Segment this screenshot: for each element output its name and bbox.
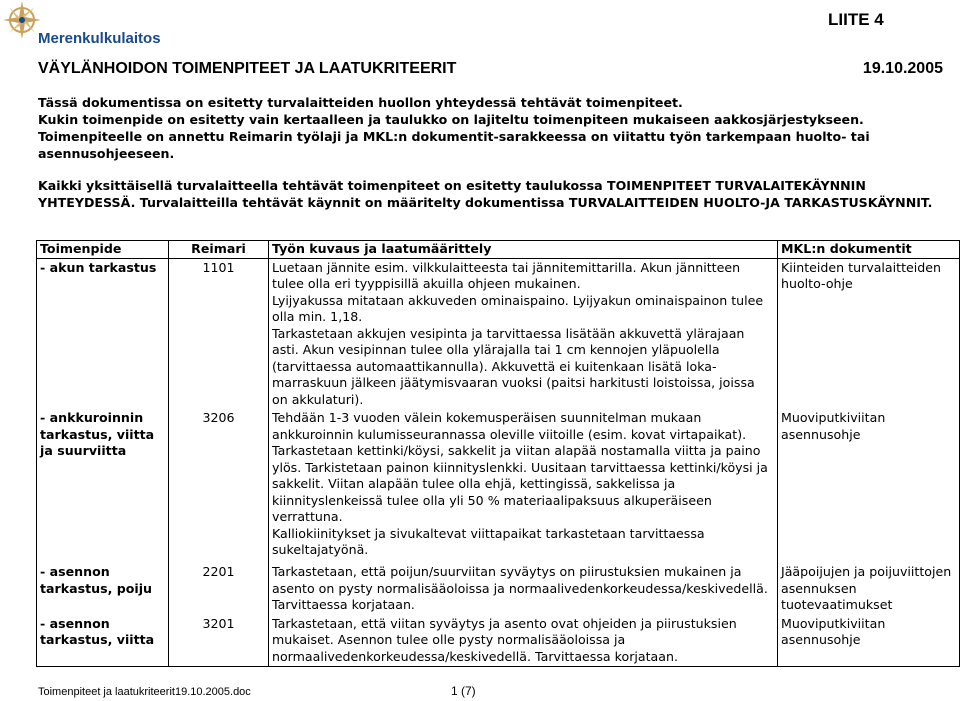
description-cell — [269, 615, 778, 667]
document-date: 19.10.2005 — [862, 60, 943, 77]
document-title: VÄYLÄNHOIDON TOIMENPITEET JA LAATUKRITEERIT — [38, 60, 457, 77]
measure-cell — [37, 563, 169, 615]
document-cell — [778, 563, 960, 615]
description-paragraph: Tarkastetaan, että viitan syväytys ja asento ovat ohjeiden ja piirustuksien mukaiset. Asennon tulee olle pysty normalisääoloissa ja normaalivedenkorkeudessa/keskivedellä. Tarvittaessa korjataan. — [272, 615, 737, 664]
logo — [0, 0, 161, 52]
col-header-reimari: Reimari — [169, 241, 269, 259]
col-header-measure: Toimenpide — [37, 241, 169, 259]
measure-name: - asennon — [40, 615, 110, 631]
table-row — [37, 409, 960, 563]
document-cell — [778, 615, 960, 667]
measure-name: - asennon — [40, 564, 110, 579]
description-paragraph: Tarkastetaan kettinki/köysi, sakkelit ja viitan alapää nostamalla viitta ja paino ylös. Tarkistetaan painon kiinnityslenkki. Uusitaan tarvittaessa kettinki/köysi ja sakkelit. Viitan alapään tulee olla ehjä, kettingissä, sakkelissa ja kiinnityslenkeissä tulee olla yli 50 % materiaalipaksuus alkuperäiseen verrattuna. — [272, 443, 768, 524]
measures-table — [36, 240, 960, 667]
measures-table-wrapper — [36, 240, 960, 667]
description-paragraph: Tarkastetaan, että poijun/suurviitan syväytys on piirustuksien mukainen ja asento on pysty normalisääoloissa ja normaalivedenkorkeudessa/keskivedellä. Tarvittaessa korjataan. — [272, 564, 768, 612]
description-paragraph: Tehdään 1-3 vuoden välein kokemusperäisen suunnitelman mukaan ankkuroinnin kulumisseurannassa oleville viitoille (esim. kovat virtapaikat). — [272, 410, 747, 442]
description-paragraph: Luetaan jännite esim. vilkkulaitteesta tai jännitemittarilla. Akun jännitteen tulee olla eri tyyppisillä akuilla ohjeen mukainen. — [272, 259, 741, 291]
measure-name: tarkastus, viitta — [40, 426, 155, 442]
document-reference: Jääpoijujen ja poijuviittojen asennuksen tuotevaatimukset — [781, 564, 952, 612]
reimari-code: 3206 — [169, 409, 269, 563]
table-header-row — [37, 241, 960, 259]
appendix-label: LIITE 4 — [828, 10, 884, 29]
description-cell — [269, 258, 778, 409]
document-title-row — [38, 60, 943, 80]
table-row — [37, 258, 960, 409]
intro-paragraph: Kaikki yksittäisellä turvalaitteella tehtävät toimenpiteet on esitetty taulukossa TOIMENPITEET TURVALAITEKÄYNNIN YHTEYDESSÄ. Turvalaitteilla tehtävät käynnit on määritelty dokumentissa TURVALAITTEIDEN HUOLTO-JA TARKASTUSKÄYNNIT. — [38, 178, 933, 210]
document-reference: Muoviputkiviitan asennusohje — [781, 615, 886, 647]
footer-filename: Toimenpiteet ja laatukriteerit19.10.2005.doc — [38, 686, 251, 698]
reimari-code: 2201 — [169, 563, 269, 615]
table-row — [37, 615, 960, 667]
col-header-description: Työn kuvaus ja laatumäärittely — [269, 241, 778, 259]
measure-cell — [37, 409, 169, 563]
measure-name: ja suurviitta — [40, 443, 127, 458]
logo-text: Merenkulkulaitos — [38, 30, 161, 47]
measure-cell — [37, 258, 169, 409]
measure-cell — [37, 615, 169, 667]
description-cell — [269, 563, 778, 615]
intro-paragraph: Toimenpiteelle on annettu Reimarin työlaji ja MKL:n dokumentit-sarakkeessa on viitattu työn tarkempaan huolto- tai asennusohjeeseen. — [38, 129, 870, 161]
document-reference: Muoviputkiviitan asennusohje — [781, 410, 886, 442]
footer-page-number: 1 (7) — [451, 684, 476, 698]
description-paragraph: Tarkastetaan akkujen vesipinta ja tarvittaessa lisätään akkuvettä ylärajaan asti. Akun vesipinnan tulee olla ylärajalla tai 1 cm kennojen yläpuolella (tarvittaessa automaattikannulla). Akkuvettä ei kuitenkaan lisätä loka-marraskuun jälkeen jäätymisvaaran vuoksi (paitsi harkitusti loistoissa, joissa on akkulaturi). — [272, 325, 755, 407]
reimari-code: 3201 — [169, 615, 269, 667]
compass-rose-icon — [2, 0, 42, 40]
document-reference: Kiinteiden turvalaitteiden huolto-ohje — [781, 259, 941, 291]
table-row — [37, 563, 960, 615]
intro-paragraph: Kukin toimenpide on esitetty vain kertaalleen ja taulukko on lajiteltu toimenpiteen mukaiseen aakkosjärjestykseen. — [38, 112, 864, 127]
intro-paragraph: Tässä dokumentissa on esitetty turvalaitteiden huollon yhteydessä tehtävät toimenpiteet. — [38, 95, 683, 110]
measure-name: - akun tarkastus — [40, 259, 157, 275]
description-paragraph: Lyijyakussa mitataan akkuveden ominaispaino. Lyijyakun ominaispainon tulee olla min. 1,18. — [272, 292, 764, 324]
col-header-documents: MKL:n dokumentit — [778, 241, 960, 259]
description-cell — [269, 409, 778, 563]
intro-text — [38, 94, 943, 211]
measure-name: - ankkuroinnin — [40, 410, 144, 425]
description-paragraph: Kalliokiinitykset ja sivukaltevat viittapaikat tarkastetaan tarvittaessa sukeltajatyönä. — [272, 525, 705, 557]
reimari-code: 1101 — [169, 258, 269, 409]
measure-name: tarkastus, viitta — [40, 632, 155, 647]
document-cell — [778, 258, 960, 409]
document-cell — [778, 409, 960, 563]
measure-name: tarkastus, poiju — [40, 580, 153, 596]
